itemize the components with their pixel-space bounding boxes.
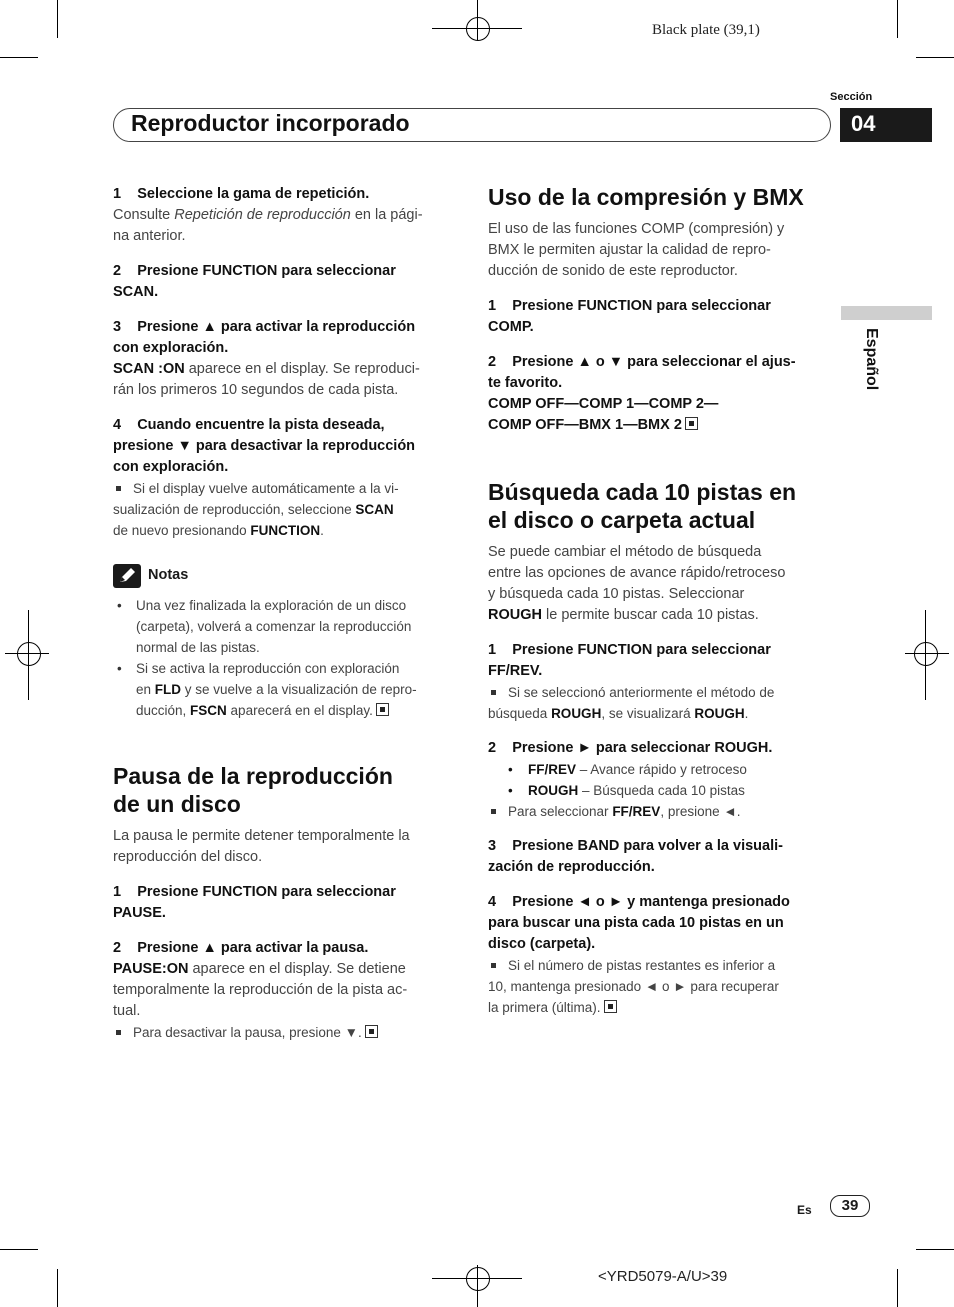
registration-line — [925, 610, 926, 700]
step-body: PAUSE:ON aparece en el display. Se detiene temporalmente la reproducción de la pista ac- tual. — [113, 961, 408, 1019]
section-body: Se puede cambiar el método de búsqueda entre las opciones de avance rápido/retroceso y búsqueda cada 10 pistas. Seleccionar ROUGH le permite buscar cada 10 pistas. — [488, 544, 786, 623]
square-bullet-icon — [116, 486, 121, 491]
step-note: Si se seleccionó anteriormente el método de búsqueda ROUGH, se visualizará ROUGH. — [488, 685, 775, 721]
step-body: Consulte Repetición de reproducción en la pági- na anterior. — [113, 207, 423, 244]
step-heading: 4 Cuando encuentre la pista deseada, presione ▼ para desactivar la reproducción con exploración. — [113, 417, 416, 475]
step-heading: 2 Presione ▲ o ▼ para seleccionar el ajus- te favorito. — [488, 354, 796, 391]
section-heading: Uso de la compresión y BMX — [488, 184, 804, 210]
list-item: • FF/REV – Avance rápido y retroceso — [488, 759, 833, 780]
end-mark-icon — [376, 703, 389, 716]
crop-mark — [916, 1249, 954, 1250]
crop-mark — [897, 0, 898, 38]
pause-section — [113, 762, 458, 1043]
crop-mark — [0, 1249, 38, 1250]
section-body: El uso de las funciones COMP (compresión) y BMX le permiten ajustar la calidad de repro- ducción de sonido de este reproductor. — [488, 221, 785, 279]
section-label: Sección — [830, 91, 873, 103]
pencil-note-icon — [113, 564, 141, 588]
step-heading: 1 Presione FUNCTION para seleccionar FF/REV. — [488, 642, 771, 679]
registration-mark-icon — [466, 17, 490, 41]
step-heading: 2 Presione ► para seleccionar ROUGH. — [488, 740, 773, 756]
square-bullet-icon — [491, 963, 496, 968]
page-language-code: Es — [797, 1203, 812, 1217]
registration-line — [477, 1265, 478, 1307]
registration-line — [905, 653, 949, 654]
registration-mark-icon — [914, 642, 938, 666]
step-note: Para seleccionar FF/REV, presione ◄. — [488, 801, 833, 822]
step-heading: 4 Presione ◄ o ► y mantenga presionado para buscar una pista cada 10 pistas en un disco (carpeta). — [488, 894, 790, 952]
section-number: 04 — [851, 111, 876, 136]
end-mark-icon — [685, 417, 698, 430]
crop-mark — [916, 57, 954, 58]
step-heading: 1 Seleccione la gama de repetición. — [113, 186, 370, 202]
crop-mark — [57, 1269, 58, 1307]
step-note: Para desactivar la pausa, presione ▼. — [113, 1022, 458, 1043]
registration-line — [477, 0, 478, 40]
language-tab — [841, 306, 932, 320]
step-heading: 3 Presione BAND para volver a la visuali- zación de reproducción. — [488, 838, 783, 875]
end-mark-icon — [365, 1025, 378, 1038]
comp-section — [488, 183, 828, 436]
notes-list — [113, 595, 458, 721]
end-mark-icon — [604, 1000, 617, 1013]
step-heading: 2 Presione FUNCTION para seleccionar SCAN. — [113, 263, 396, 300]
square-bullet-icon — [491, 809, 496, 814]
list-item: • Una vez finalizada la exploración de un disco (carpeta), volverá a comenzar la reproducción normal de las pistas. — [113, 595, 458, 658]
step-heading: 1 Presione FUNCTION para seleccionar PAUSE. — [113, 884, 396, 921]
section-heading: Pausa de la reproducción de un disco — [113, 763, 393, 817]
list-item: • Si se activa la reproducción con exploración en FLD y se vuelve a la visualización de repro- ducción, FSCN aparecerá en el display. — [113, 658, 458, 721]
square-bullet-icon — [491, 690, 496, 695]
registration-line — [28, 610, 29, 700]
section-heading: Búsqueda cada 10 pistas en el disco o carpeta actual — [488, 479, 797, 533]
page-number: 39 — [830, 1195, 870, 1217]
registration-mark-icon — [466, 1267, 490, 1291]
list-item: • ROUGH – Búsqueda cada 10 pistas — [488, 780, 833, 801]
search-section — [488, 478, 833, 1018]
crop-mark — [0, 57, 38, 58]
section-body: La pausa le permite detener temporalmente la reproducción del disco. — [113, 828, 410, 865]
square-bullet-icon — [116, 1030, 121, 1035]
notes-label: Notas — [148, 567, 189, 583]
registration-line — [5, 653, 49, 654]
crop-mark — [897, 1269, 898, 1307]
step-note: Si el display vuelve automáticamente a la vi- sualización de reproducción, seleccione SCAN de nuevo presionando FUNCTION. — [113, 481, 399, 538]
left-column — [113, 184, 458, 541]
step-heading: 1 Presione FUNCTION para seleccionar COMP. — [488, 298, 771, 335]
step-heading: 3 Presione ▲ para activar la reproducción con exploración. — [113, 319, 416, 356]
plate-label: Black plate (39,1) — [652, 22, 760, 38]
comp-sequence: COMP OFF—COMP 1—COMP 2— COMP OFF—BMX 1—BMX 2 — [488, 396, 719, 433]
crop-mark — [57, 0, 58, 38]
language-label: Español — [863, 328, 880, 391]
registration-mark-icon — [17, 642, 41, 666]
section-tab — [840, 108, 932, 142]
footer-code: <YRD5079-A/U>39 — [598, 1268, 728, 1285]
step-heading: 2 Presione ▲ para activar la pausa. — [113, 940, 369, 956]
step-note: Si el número de pistas restantes es inferior a 10, mantenga presionado ◄ o ► para recuperar la primera (última). — [488, 958, 779, 1015]
chapter-title: Reproductor incorporado — [131, 110, 410, 136]
step-body: SCAN :ON aparece en el display. Se reproduci- rán los primeros 10 segundos de cada pista. — [113, 361, 420, 398]
